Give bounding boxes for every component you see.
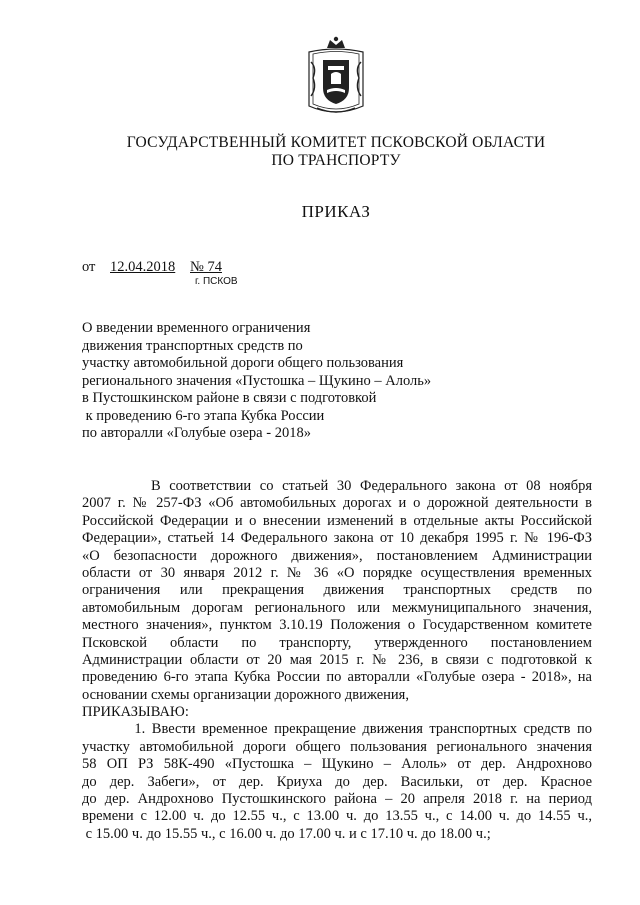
body-line: области от 30 января 2012 г. № 36 «О порядке осуществления временных (82, 564, 592, 581)
body-line: с 15.00 ч. до 15.55 ч., с 16.00 ч. до 17.00 ч. и с 17.10 ч. до 18.00 ч.; (82, 825, 491, 842)
body-line: 1. Ввести временное прекращение движения транспортных средств по (82, 721, 592, 738)
date-label: от (82, 259, 96, 275)
body-line: В соответствии со статьей 30 Федерального закона от 08 ноября (82, 478, 592, 494)
organization-name-line2: ПО ТРАНСПОРТУ (271, 152, 401, 169)
body-line: основании схемы организации дорожного движения, (82, 686, 409, 703)
order-directive: ПРИКАЗЫВАЮ: (82, 704, 189, 721)
document-number: № 74 (190, 259, 222, 275)
organization-name-line1: ГОСУДАРСТВЕННЫЙ КОМИТЕТ ПСКОВСКОЙ ОБЛАСТИ (126, 134, 546, 151)
document-title: ПРИКАЗ (301, 202, 371, 221)
body-line: времени с 12.00 ч. до 12.55 ч., с 13.00 ч. до 13.55 ч., с 14.00 ч. до 14.55 ч., (82, 808, 592, 825)
subject-line: по авторалли «Голубые озера - 2018» (82, 425, 311, 441)
body-line: автомобильным дорогам регионального или межмуниципального значения, (82, 599, 592, 616)
body-line: местного значения», пунктом 3.10.19 Положения о Государственном комитете (82, 617, 592, 634)
document-city: г. ПСКОВ (195, 276, 238, 287)
document-body (82, 478, 592, 843)
subject-line: регионального значения «Пустошка – Щукино – Алоль» (82, 372, 432, 389)
body-line: Псковской области по транспорту, утвержденного постановлением (82, 634, 592, 651)
body-line: участку автомобильной дороги общего пользования регионального значения (82, 738, 592, 755)
subject-line: в Пустошкинском районе в связи с подготовкой (82, 390, 377, 406)
subject-line: к проведению 6-го этапа Кубка России (82, 407, 325, 424)
document-date: 12.04.2018 (110, 259, 176, 275)
subject-line: участку автомобильной дороги общего пользования (82, 355, 404, 371)
subject-line: О введении временного ограничения (82, 320, 311, 336)
body-line: Федерации», статьей 14 Федерального закона от 10 декабря 1995 г. № 196-ФЗ (82, 530, 592, 547)
body-line: 2007 г. № 257-ФЗ «Об автомобильных дорогах и о дорожной деятельности в (82, 495, 592, 512)
body-line: 58 ОП РЗ 58К-490 «Пустошка – Щукино – Алоль» от дер. Андрохново (82, 756, 592, 773)
body-line: «О безопасности дорожного движения», постановлением Администрации (82, 547, 592, 564)
body-line: проведению 6-го этапа Кубка России по авторалли «Голубые озера - 2018», на (82, 669, 592, 686)
body-line: Администрации области от 20 мая 2015 г. № 236, в связи с подготовкой к (82, 651, 592, 668)
body-line: Российской Федерации и о внесении изменений в отдельные акты Российской (82, 512, 592, 529)
body-line: ограничения или прекращения движения транспортных средств по (82, 582, 592, 599)
subject-line: движения транспортных средств по (82, 337, 303, 354)
coat-of-arms-emblem (305, 36, 367, 120)
body-line: до дер. Забеги», от дер. Криуха до дер. Васильки, от дер. Красное (82, 773, 592, 790)
body-line: до дер. Андрохново Пустошкинского района – 20 апреля 2018 г. на период (82, 791, 592, 808)
document-subject (82, 320, 431, 443)
